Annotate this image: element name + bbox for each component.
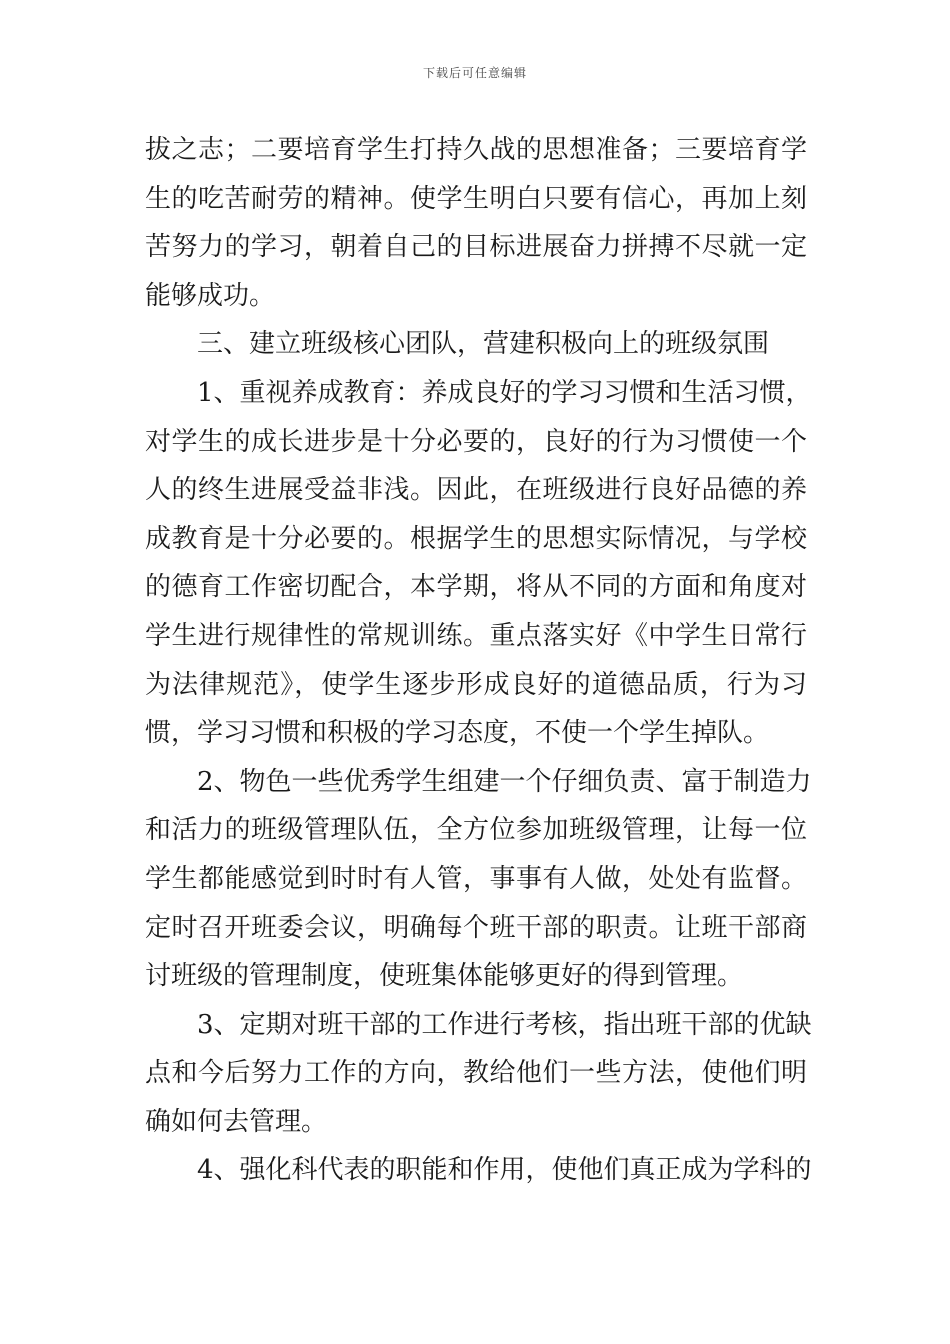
text-line: 学生都能感觉到时时有人管，事事有人做，处处有监督。 <box>145 863 807 894</box>
text-line: 拔之志；二要培育学生打持久战的思想准备；三要培育学 <box>145 135 807 165</box>
text-line: 和活力的班级管理队伍，全方位参加班级管理，让每一位 <box>145 815 807 846</box>
text-line: 确如何去管理。 <box>145 1106 328 1137</box>
text-line: 对学生的成长进步是十分必要的，良好的行为习惯使一个 <box>145 426 807 457</box>
text-line: 人的终生进展受益非浅。因此，在班级进行良好品德的养 <box>145 475 807 506</box>
text-line: 惯，学习习惯和积极的学习态度，不使一个学生掉队。 <box>145 718 770 749</box>
text-line: 学生进行规律性的常规训练。重点落实好《中学生日常行 <box>145 620 807 651</box>
document-body <box>145 126 812 1195</box>
text-line: 3、定期对班干部的工作进行考核，指出班干部的优缺 <box>197 1009 812 1040</box>
text-line: 定时召开班委会议，明确每个班干部的职责。让班干部商 <box>145 912 807 943</box>
text-line: 的德育工作密切配合，本学期，将从不同的方面和角度对 <box>145 572 807 603</box>
text-line: 能够成功。 <box>145 280 276 311</box>
section-heading: 三、建立班级核心团队，营建积极向上的班级氛围 <box>197 329 770 360</box>
text-line: 4、强化科代表的职能和作用，使他们真正成为学科的 <box>197 1155 812 1186</box>
text-line: 1、重视养成教育：养成良好的学习习惯和生活习惯， <box>197 377 812 408</box>
page-header: 下载后可任意编辑 <box>422 66 527 80</box>
text-line: 成教育是十分必要的。根据学生的思想实际情况，与学校 <box>145 523 807 554</box>
text-line: 2、物色一些优秀学生组建一个仔细负责、富于制造力 <box>197 766 812 797</box>
text-line: 为法律规范》，使学生逐步形成良好的道德品质，行为习 <box>145 669 807 700</box>
text-line: 生的吃苦耐劳的精神。使学生明白只要有信心，再加上刻 <box>145 183 807 214</box>
text-line: 苦努力的学习，朝着自己的目标进展奋力拼搏不尽就一定 <box>145 232 807 263</box>
text-line: 讨班级的管理制度，使班集体能够更好的得到管理。 <box>145 961 744 992</box>
text-line: 点和今后努力工作的方向，教给他们一些方法，使他们明 <box>145 1058 807 1089</box>
